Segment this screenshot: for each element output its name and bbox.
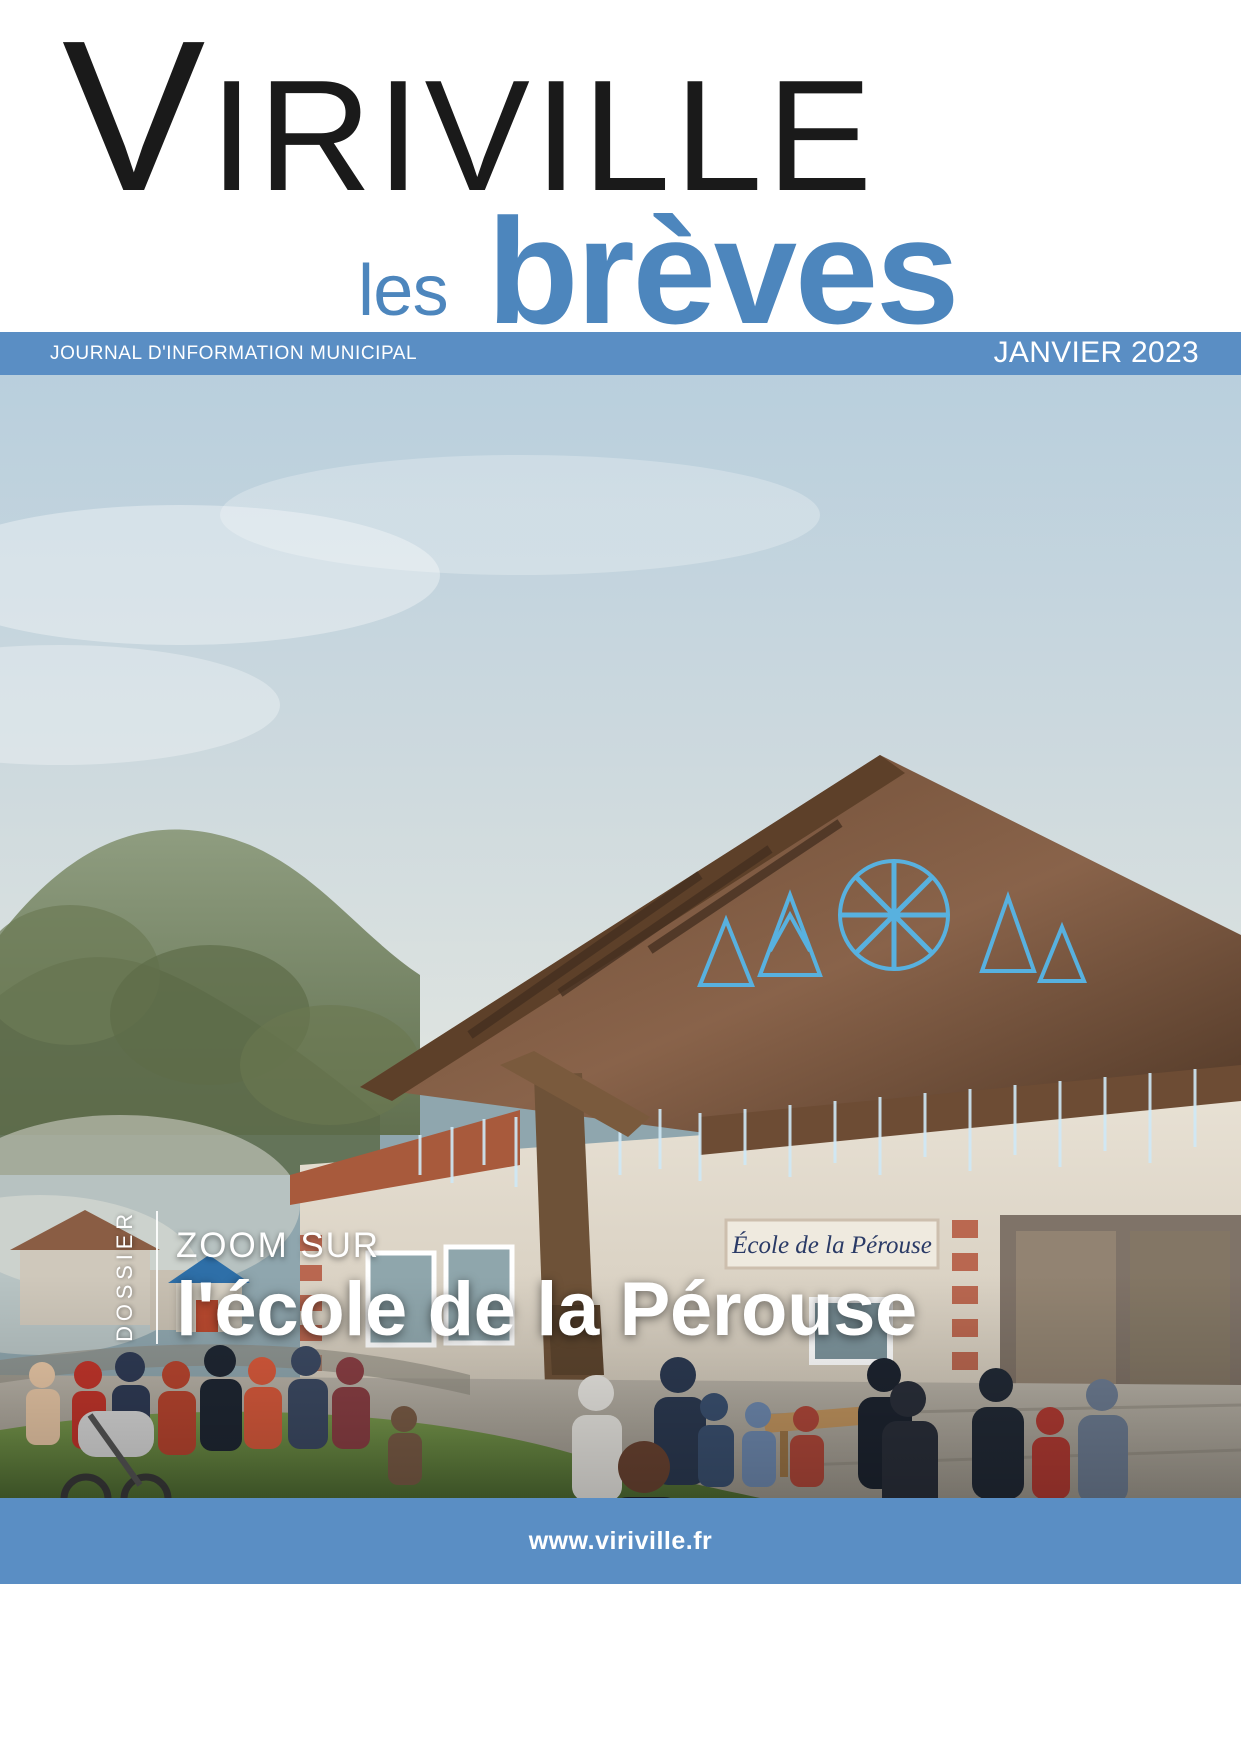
brand-word-breves: brèves bbox=[487, 187, 958, 332]
publication-title-initial: V bbox=[62, 0, 210, 236]
cover-headline: l'école de la Pérouse bbox=[176, 1267, 917, 1353]
headline-text-group bbox=[176, 1205, 917, 1353]
dossier-label: DOSSIER bbox=[112, 1209, 137, 1342]
headline-divider bbox=[156, 1211, 158, 1344]
cover-headline-block bbox=[112, 1205, 917, 1353]
cover-kicker: ZOOM SUR bbox=[176, 1226, 381, 1266]
svg-text:École de la Pérouse: École de la Pérouse bbox=[732, 1232, 932, 1259]
publication-subtitle: JOURNAL D'INFORMATION MUNICIPAL bbox=[50, 343, 418, 364]
issue-date: JANVIER 2023 bbox=[993, 336, 1199, 369]
cover-photo bbox=[0, 375, 1241, 1498]
brand-word-les: les bbox=[358, 251, 448, 331]
masthead bbox=[0, 0, 1241, 332]
masthead-info-bar bbox=[0, 332, 1241, 375]
publication-title-rest: IRIVILLE bbox=[209, 48, 877, 224]
footer-bar bbox=[0, 1498, 1241, 1584]
website-url[interactable]: www.viriville.fr bbox=[528, 1526, 713, 1555]
